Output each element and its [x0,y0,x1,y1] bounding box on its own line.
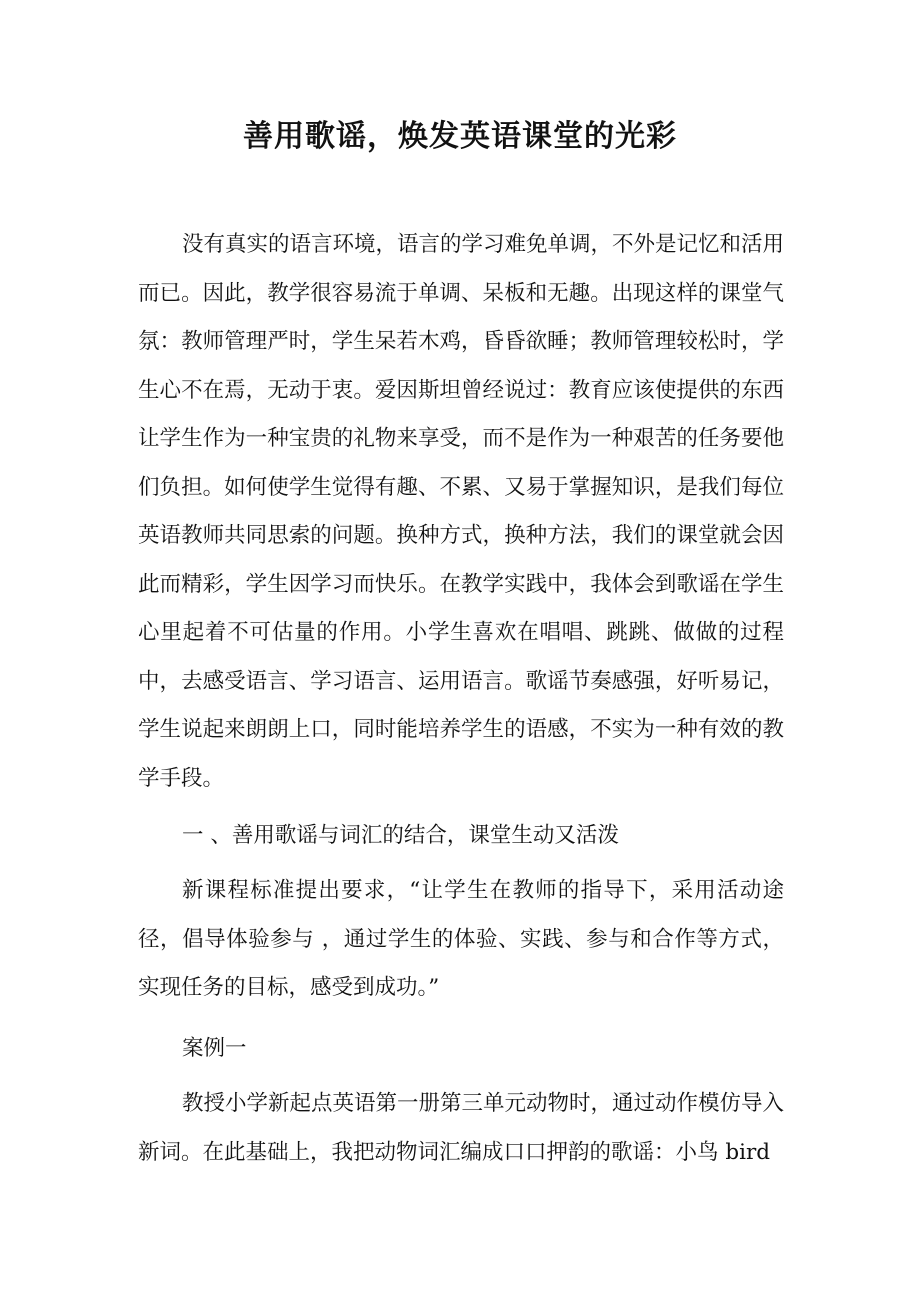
section-heading: 一 、善用歌谣与词汇的结合，课堂生动又活泼 [182,823,619,848]
case-paragraph: 教授小学新起点英语第一册第三单元动物时，通过动作模仿导入新词。在此基础上，我把动物词汇编成口口押韵的歌谣：小鸟 bird [138,1091,785,1165]
case-heading: 案例一 [182,1036,247,1061]
curriculum-paragraph: 新课程标准提出要求，“让学生在教师的指导下，采用活动途径，倡导体验参与 ，通过学生的体验、实践、参与和合作等方式，实现任务的目标，感受到成功。” [138,878,784,1000]
document-title: 善用歌谣，焕发英语课堂的光彩 [243,119,677,154]
intro-paragraph: 没有真实的语言环境，语言的学习难免单调，不外是记忆和活用而已。因此，教学很容易流于单调、呆板和无趣。出现这样的课堂气氛：教师管理严时，学生呆若木鸡，昏昏欲睡；教师管理较松时，学生心不在焉，无动于衷。爱因斯坦曾经说过：教育应该使提供的东西让学生作为一种宝贵的礼物来享受，而不是作为一种艰苦的任务要他们负担。如何使学生觉得有趣、不累、又易于掌握知识，是我们每位英语教师共同思索的问题。换种方式，换种方法，我们的课堂就会因此而精彩，学生因学习而快乐。在教学实践中，我体会到歌谣在学生心里起着不可估量的作用。小学生喜欢在唱唱、跳跳、做做的过程中，去感受语言、学习语言、运用语言。歌谣节奏感强，好听易记，学生说起来朗朗上口，同时能培养学生的语感，不实为一种有效的教学手段。 [138,232,785,791]
